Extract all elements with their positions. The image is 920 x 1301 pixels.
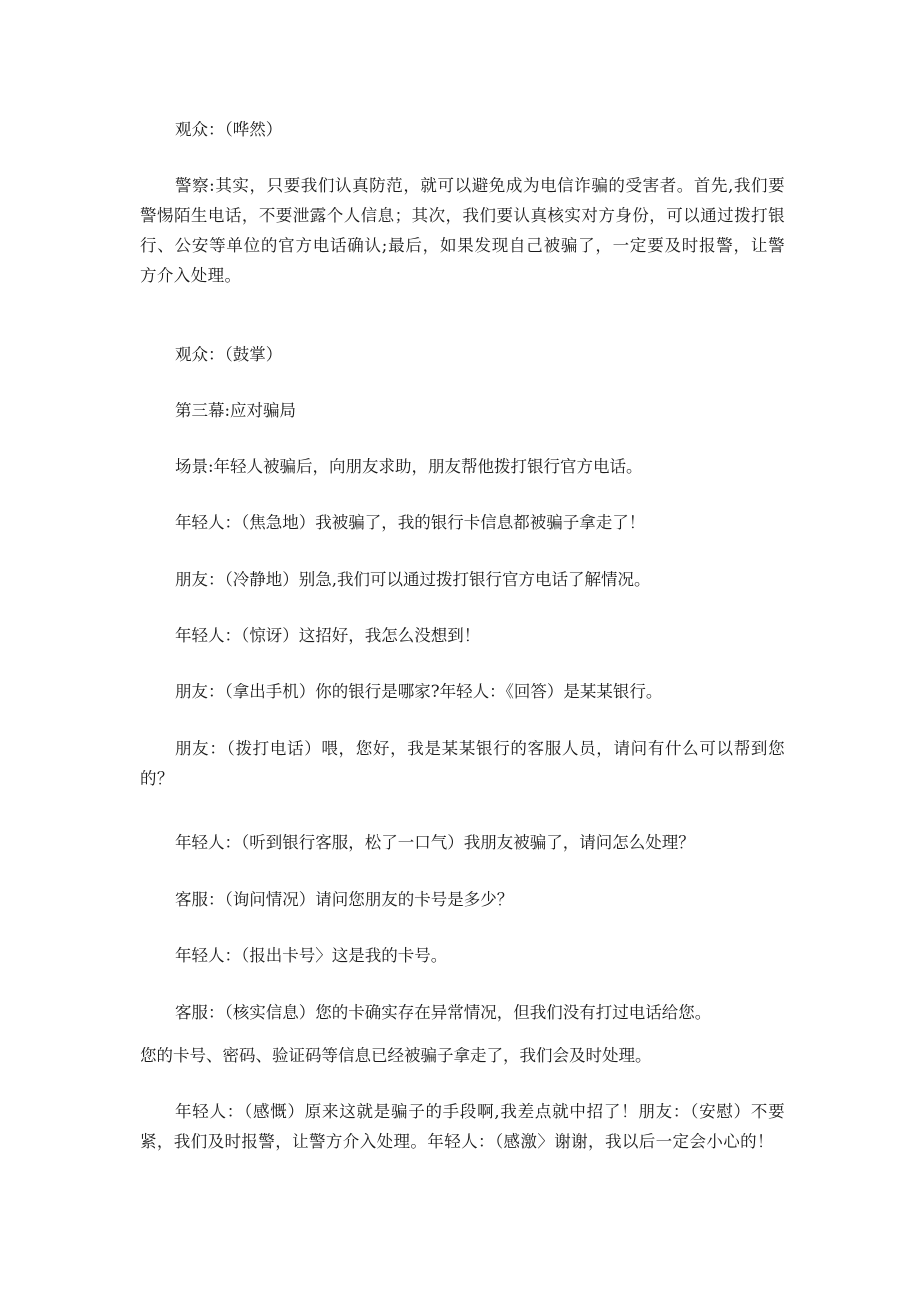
- paragraph-police-advice: 警察:其实，只要我们认真防范，就可以避免成为电信诈骗的受害者。首先,我们要警惕陌生电话，不要泄露个人信息；其次，我们要认真核实对方身份，可以通过拨打银行、公安等单位的官方电话确认;最后，如果发现自己被骗了，一定要及时报警，让警方介入处理。: [140, 176, 785, 285]
- dialogue-line: 年轻人：（报出卡号〉这是我的卡号。: [175, 946, 448, 965]
- dialogue-line: 年轻人：（惊讶）这招好，我怎么没想到！: [175, 626, 481, 645]
- act-three-heading: 第三幕:应对骗局: [175, 401, 297, 420]
- dialogue-line: 客服：（询问情况）请问您朋友的卡号是多少？: [175, 890, 514, 909]
- dialogue-line: 年轻人：（听到银行客服，松了一口气）我朋友被骗了，请问怎么处理？: [175, 833, 695, 852]
- scene-description: 场景:年轻人被骗后，向朋友求助，朋友帮他拨打银行官方电话。: [175, 457, 643, 476]
- dialogue-continuation: 您的卡号、密码、验证码等信息已经被骗子拿走了，我们会及时处理。: [140, 1046, 652, 1065]
- dialogue-line: 朋友：（拿出手机）你的银行是哪家?年轻人：《回答）是某某银行。: [175, 682, 663, 701]
- dialogue-line: 年轻人：（焦急地）我被骗了，我的银行卡信息都被骗子拿走了！: [175, 513, 646, 532]
- paragraph-audience-reaction: 观众：（哗然）: [175, 120, 283, 139]
- dialogue-line: 朋友：（拨打电话）喂，您好，我是某某银行的客服人员，请问有什么可以帮到您的？: [140, 739, 785, 788]
- dialogue-line: 朋友：（冷静地）别急,我们可以通过拨打银行官方电话了解情况。: [175, 570, 651, 589]
- paragraph-audience-applause: 观众：（鼓掌）: [175, 345, 283, 364]
- dialogue-line: 客服：（核实信息）您的卡确实存在异常情况，但我们没有打过电话给您。: [175, 1003, 712, 1022]
- dialogue-line: 年轻人：（感慨）原来这就是骗子的手段啊,我差点就中招了！朋友：（安慰）不要紧，我们及时报警，让警方介入处理。年轻人：（感激〉谢谢，我以后一定会小心的！: [140, 1102, 785, 1151]
